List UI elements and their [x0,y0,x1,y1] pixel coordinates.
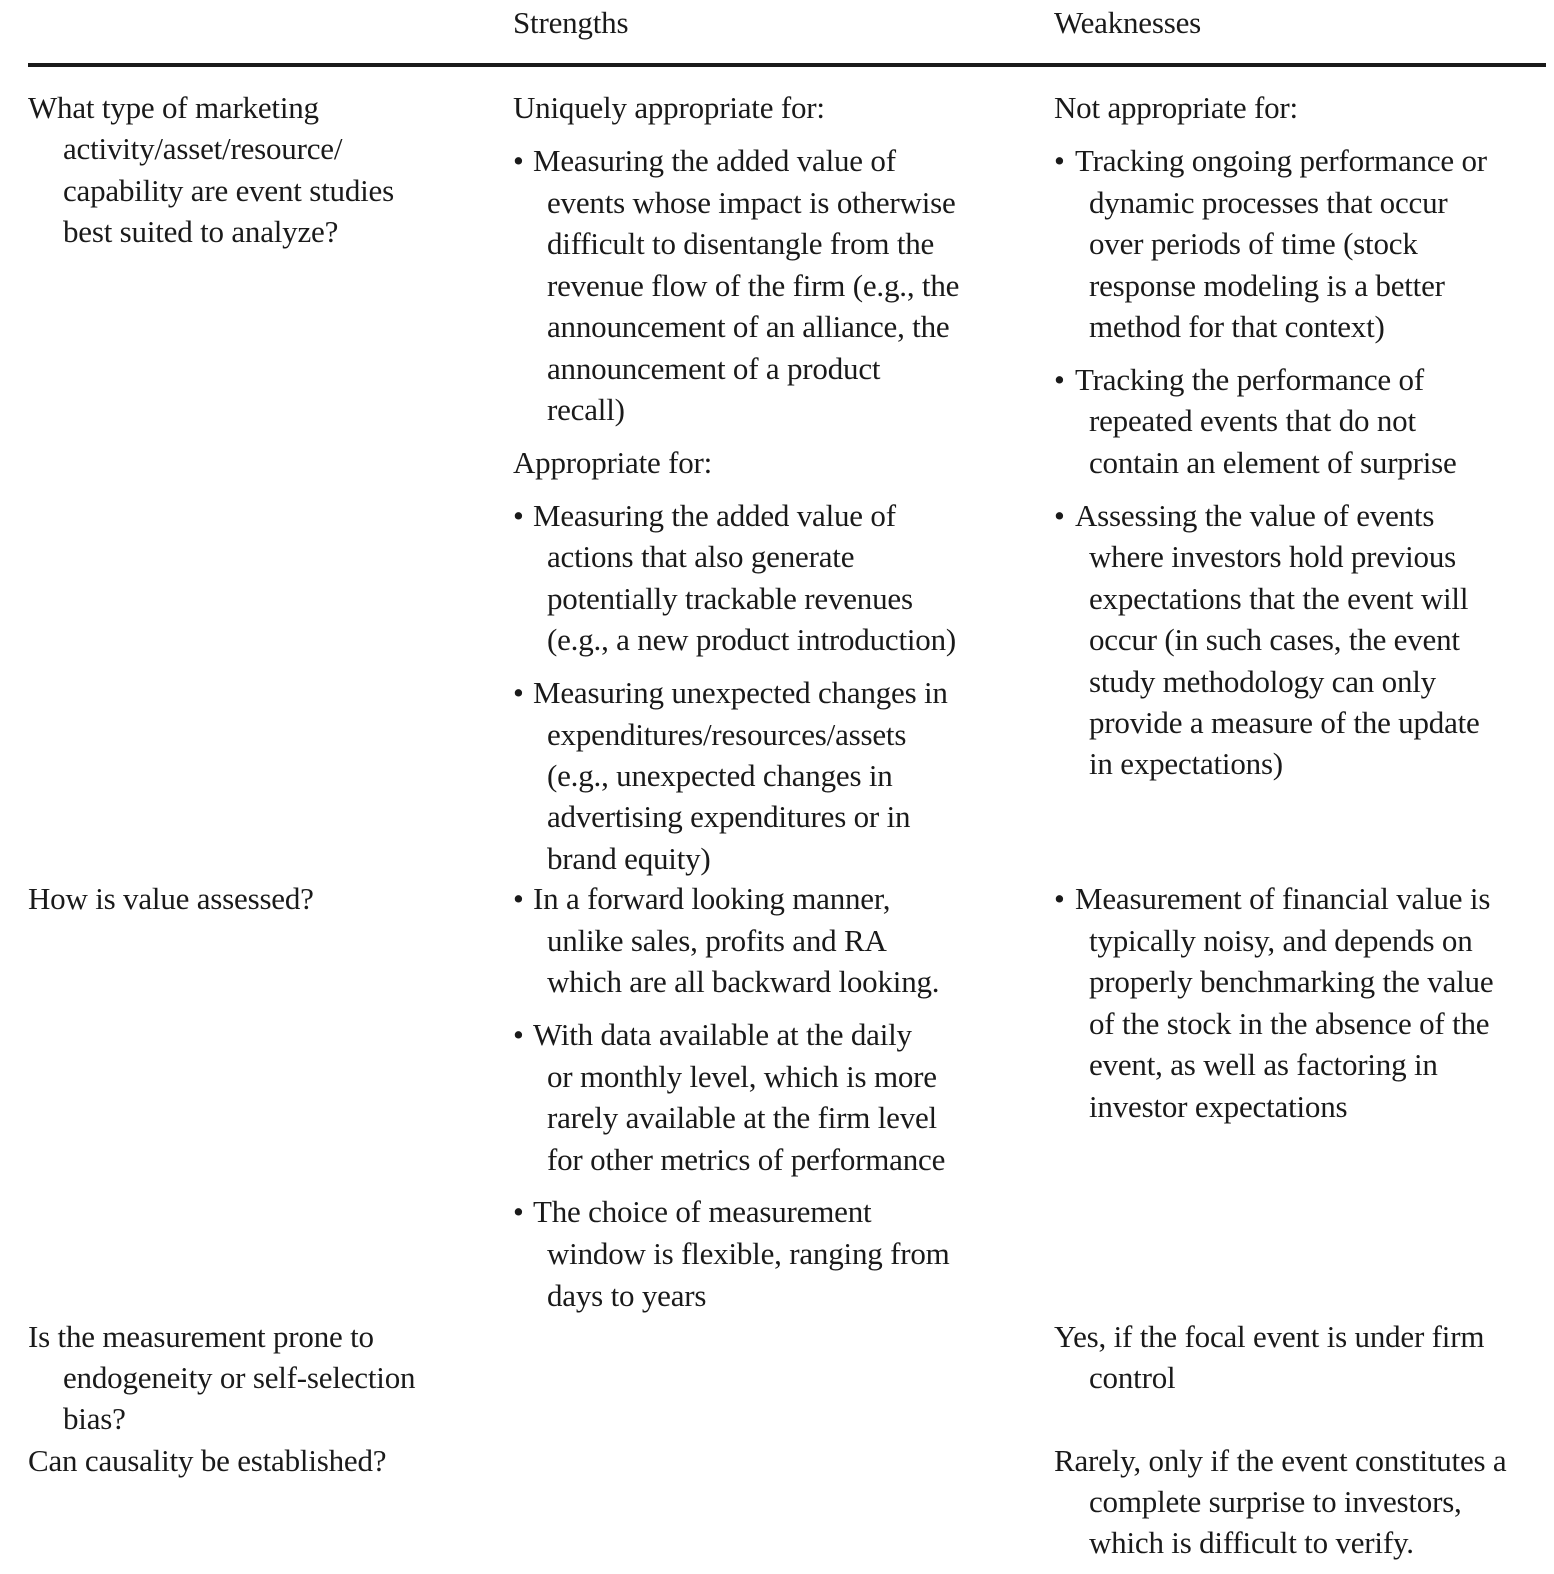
bullet-icon: • [1054,362,1065,397]
bullet-line: over periods of time (stock [1089,226,1418,261]
bullet-line: method for that context) [1089,309,1385,344]
bullet-icon: • [513,1194,524,1229]
bullet-line: window is flexible, ranging from [547,1236,950,1271]
answer-line: complete surprise to investors, [1089,1484,1462,1519]
bullet-line: contain an element of surprise [1089,445,1457,480]
bullet-line: study methodology can only [1089,664,1436,699]
bullet-line: (e.g., unexpected changes in [547,758,893,793]
question-line: capability are event studies [63,173,394,208]
bullet-line: actions that also generate [547,539,855,574]
bullet-icon: • [513,143,524,178]
bullet-line: The choice of measurement [533,1194,872,1229]
bullet-line: recall) [547,392,625,427]
bullet-line: expenditures/resources/assets [547,717,907,752]
bullet-line: Measuring the added value of [533,498,896,533]
answer-line: control [1089,1360,1176,1395]
question-line: Is the measurement prone to [28,1319,374,1354]
header-strengths: Strengths [513,5,629,40]
answer-line: which is difficult to verify. [1089,1525,1414,1560]
bullet-line: days to years [547,1278,707,1313]
bullet-line: rarely available at the firm level [547,1100,937,1135]
bullet-icon: • [513,881,524,916]
question-line: How is value assessed? [28,881,314,916]
bullet-line: for other metrics of performance [547,1142,946,1177]
bullet-icon: • [513,1017,524,1052]
bullet-line: brand equity) [547,841,711,876]
bullet-icon: • [1054,143,1065,178]
bullet-line: which are all backward looking. [547,964,940,999]
bullet-line: repeated events that do not [1089,403,1416,438]
answer-line: Rarely, only if the event constitutes a [1054,1443,1507,1478]
answer-line: Yes, if the focal event is under firm [1054,1319,1485,1354]
bullet-line: dynamic processes that occur [1089,185,1448,220]
bullet-line: announcement of a product [547,351,881,386]
bullet-line: provide a measure of the update [1089,705,1480,740]
bullet-line: advertising expenditures or in [547,799,911,834]
question-line: endogeneity or self-selection [63,1360,416,1395]
bullet-line: announcement of an alliance, the [547,309,950,344]
bullet-line: of the stock in the absence of the [1089,1006,1490,1041]
bullet-line: where investors hold previous [1089,539,1456,574]
bullet-line: Tracking ongoing performance or [1075,143,1487,178]
bullet-icon: • [513,498,524,533]
group-label-appropriate: Appropriate for: [513,445,713,480]
bullet-line: response modeling is a better [1089,268,1445,303]
bullet-line: Measuring unexpected changes in [533,675,948,710]
bullet-line: properly benchmarking the value [1089,964,1494,999]
bullet-line: occur (in such cases, the event [1089,622,1460,657]
header-weaknesses: Weaknesses [1054,5,1202,40]
group-label-not-appropriate: Not appropriate for: [1054,90,1298,125]
question-line: best suited to analyze? [63,214,339,249]
bullet-line: Measuring the added value of [533,143,896,178]
bullet-line: typically noisy, and depends on [1089,923,1473,958]
bullet-line: (e.g., a new product introduction) [547,622,956,657]
bullet-line: investor expectations [1089,1089,1348,1124]
bullet-line: potentially trackable revenues [547,581,913,616]
bullet-line: With data available at the daily [533,1017,912,1052]
bullet-line: expectations that the event will [1089,581,1469,616]
bullet-icon: • [513,675,524,710]
question-line: activity/asset/resource/ [63,131,343,166]
bullet-line: events whose impact is otherwise [547,185,956,220]
question-line: Can causality be established? [28,1443,387,1478]
bullet-line: or monthly level, which is more [547,1059,937,1094]
bullet-icon: • [1054,881,1065,916]
bullet-line: Measurement of financial value is [1075,881,1491,916]
bullet-line: revenue flow of the firm (e.g., the [547,268,960,303]
bullet-line: event, as well as factoring in [1089,1047,1438,1082]
bullet-line: Tracking the performance of [1075,362,1424,397]
bullet-line: in expectations) [1089,746,1283,781]
bullet-icon: • [1054,498,1065,533]
bullet-line: unlike sales, profits and RA [547,923,887,958]
bullet-line: difficult to disentangle from the [547,226,935,261]
question-line: What type of marketing [28,90,319,125]
bullet-line: Assessing the value of events [1075,498,1435,533]
question-line: bias? [63,1401,126,1436]
header-rule [28,63,1546,67]
group-label-uniquely-appropriate: Uniquely appropriate for: [513,90,825,125]
bullet-line: In a forward looking manner, [533,881,891,916]
